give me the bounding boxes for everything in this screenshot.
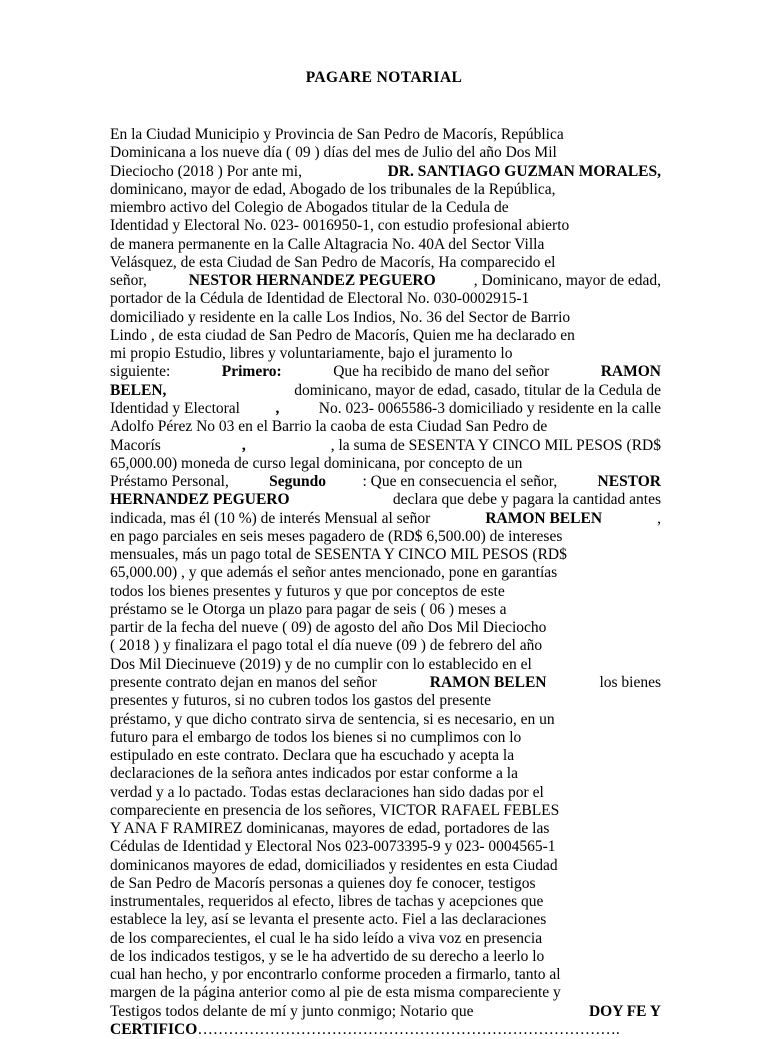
text-line (110, 290, 661, 308)
text-run: préstamo, y que dicho contrato sirva de sentencia, si es necesario, en un (110, 710, 555, 728)
text-line (110, 674, 661, 692)
text-line (110, 400, 661, 418)
text-line (110, 729, 661, 747)
text-line (110, 966, 661, 984)
text-run: Velásquez, de esta Ciudad de San Pedro de Macorís, Ha comparecido el (110, 253, 556, 271)
text-line (110, 491, 661, 509)
text-run: Adolfo Pérez No 03 en el Barrio la caoba de esta Ciudad San Pedro de (110, 418, 548, 436)
text-run: de manera permanente en la Calle Altagracia No. 40A del Sector Villa (110, 235, 545, 253)
text-line (110, 455, 661, 473)
document-body (110, 126, 661, 1039)
text-run: estipulado en este contrato. Declara que ha escuchado y acepta la (110, 747, 515, 765)
text-line (110, 637, 661, 655)
text-run: indicada, mas él (10 %) de interés Mensual al señor (110, 509, 435, 527)
bold-text-run: RAMON BELEN (429, 673, 547, 691)
text-run: Y ANA F RAMIREZ dominicanas, mayores de edad, portadores de las (110, 820, 550, 838)
text-run: portador de la Cédula de Identidad de Electoral No. 030-0002915-1 (110, 290, 530, 308)
text-line (110, 309, 661, 327)
text-line (110, 930, 661, 948)
document-title: PAGARE NOTARIAL (305, 69, 463, 86)
bold-text-run: HERNANDEZ PEGUERO (110, 491, 290, 509)
text-run: instrumentales, requeridos al efecto, libres de tachas y acepciones que (110, 893, 544, 911)
text-line (110, 711, 661, 729)
text-run: , Dominicano, mayor de edad, (473, 272, 661, 290)
text-run: Testigos todos delante de mí y junto conmigo; Notario que (110, 1002, 478, 1020)
text-line (110, 893, 661, 911)
text-run: señor, (110, 272, 151, 290)
bold-text-run: Segundo (269, 473, 327, 491)
text-run: presente contrato dejan en manos del señor (110, 673, 381, 691)
text-run: miembro activo del Colegio de Abogados titular de la Cedula de (110, 199, 509, 217)
text-line (110, 363, 661, 381)
text-run: presentes y futuros, si no cubren todos los gastos del presente (110, 692, 491, 710)
text-line (110, 199, 661, 217)
text-line (110, 583, 661, 601)
text-line (110, 473, 661, 491)
text-line (110, 437, 661, 455)
bold-text-run: NESTOR HERNANDEZ PEGUERO (188, 272, 436, 290)
text-run: de los indicados testigos, y se le ha advertido de su derecho a leerlo lo (110, 947, 545, 965)
text-run: compareciente en presencia de los señores, VICTOR RAFAEL FEBLES (110, 801, 560, 819)
text-run: Cédulas de Identidad y Electoral Nos 023-0073395-9 y 023- 0004565-1 (110, 838, 556, 856)
text-line (110, 345, 661, 363)
bold-text-run: , (241, 436, 246, 454)
text-run: Lindo , de esta ciudad de San Pedro de Macorís, Quien me ha declarado en (110, 326, 575, 344)
text-run: 65,000.00) moneda de curso legal dominicana, por concepto de un (110, 454, 523, 472)
bold-text-run: BELEN, (110, 381, 167, 399)
text-run: todos los bienes presentes y futuros y que por conceptos de este (110, 582, 505, 600)
text-run: de San Pedro de Macorís personas a quienes doy fe conocer, testigos (110, 874, 536, 892)
text-line (110, 546, 661, 564)
text-line (110, 802, 661, 820)
text-run: No. 023- 0065586-3 domiciliado y residente en la calle (314, 399, 661, 417)
text-run: Identidad y Electoral (110, 399, 240, 417)
bold-text-run: DR. SANTIAGO GUZMAN MORALES, (387, 162, 661, 180)
text-line (110, 1003, 661, 1021)
text-line (110, 838, 661, 856)
text-run: Macorís (110, 436, 161, 454)
bold-text-run: NESTOR (597, 473, 661, 491)
text-line (110, 692, 661, 710)
text-run: domiciliado y residente en la calle Los Indios, No. 36 del Sector de Barrio (110, 308, 571, 326)
text-run: cual han hecho, y por encontrarlo conforme proceden a firmarlo, tanto al (110, 966, 561, 984)
text-run: 65,000.00) , y que además el señor antes mencionado, pone en garantías (110, 564, 558, 582)
text-run: Que ha recibido de mano del señor (329, 363, 554, 381)
text-line (110, 126, 661, 144)
text-run: mi propio Estudio, libres y voluntariamente, bajo el juramento lo (110, 345, 513, 363)
text-line (110, 327, 661, 345)
text-run: establece la ley, así se levanta el presente acto. Fiel a las declaraciones (110, 911, 547, 929)
text-run: Dominicana a los nueve día ( 09 ) días del mes de Julio del año Dos Mil (110, 144, 557, 162)
text-run: préstamo se le Otorga un plazo para pagar de seis ( 06 ) meses a (110, 600, 507, 618)
text-line (110, 144, 661, 162)
text-line (110, 619, 661, 637)
text-run: en pago parciales en seis meses pagadero de (RD$ 6,500.00) de intereses (110, 527, 563, 545)
text-line (110, 601, 661, 619)
text-line (110, 747, 661, 765)
text-line (110, 984, 661, 1002)
bold-text-run: DOY FE Y (588, 1002, 661, 1020)
text-line (110, 382, 661, 400)
text-line (110, 784, 661, 802)
bold-text-run: , (275, 399, 280, 417)
text-line (110, 911, 661, 929)
text-line (110, 564, 661, 582)
text-run: siguiente: (110, 363, 175, 381)
text-run: Identidad y Electoral No. 023- 0016950-1, con estudio profesional abierto (110, 217, 570, 235)
text-line (110, 272, 661, 290)
text-line (110, 510, 661, 528)
text-run: : Que en consecuencia el señor, (362, 473, 562, 491)
text-run: , la suma de SESENTA Y CINCO MIL PESOS (RD$ (326, 436, 661, 454)
text-line (110, 656, 661, 674)
bold-text-run: RAMON BELEN (485, 509, 603, 527)
text-run: futuro para el embargo de todos los bienes si no cumplimos con lo (110, 728, 522, 746)
text-line (110, 236, 661, 254)
text-line (110, 528, 661, 546)
text-run: Préstamo Personal, (110, 473, 233, 491)
text-run: verdad y a lo pactado. Todas estas declaraciones han sido dadas por el (110, 783, 544, 801)
text-line (110, 418, 661, 436)
text-run: dominicanos mayores de edad, domiciliados y residentes en esta Ciudad (110, 856, 558, 874)
text-run: mensuales, más un pago total de SESENTA Y CINCO MIL PESOS (RD$ (110, 546, 567, 564)
text-line (110, 181, 661, 199)
text-run: los bienes (595, 673, 661, 691)
text-line (110, 857, 661, 875)
bold-text-run: Primero: (221, 363, 282, 381)
text-run: En la Ciudad Municipio y Provincia de San Pedro de Macorís, República (110, 126, 564, 143)
text-line (110, 163, 661, 181)
text-run: declaraciones de la señora antes indicados por estar conforme a la (110, 765, 518, 783)
bold-text-run: CERTIFICO (110, 1021, 198, 1039)
text-run: partir de la fecha del nueve ( 09) de agosto del año Dos Mil Dieciocho (110, 619, 547, 637)
text-line (110, 254, 661, 272)
text-line (110, 765, 661, 783)
text-run: de los comparecientes, el cual le ha sido leído a viva voz en presencia (110, 929, 543, 947)
text-line (110, 217, 661, 235)
text-run: dominicano, mayor de edad, Abogado de los tribunales de la República, (110, 180, 556, 198)
text-line (110, 948, 661, 966)
text-run: Dieciocho (2018 ) Por ante mi, (110, 162, 306, 180)
text-run: dominicano, mayor de edad, casado, titular de la Cedula de (290, 381, 661, 399)
text-run: margen de la página anterior como al pie de esta misma compareciente y (110, 984, 561, 1002)
text-run: ………………………………………………………………………. (197, 1021, 620, 1039)
text-line (110, 820, 661, 838)
text-run: ( 2018 ) y finalizara el pago total el día nueve (09 ) de febrero del año (110, 637, 543, 655)
text-run: Dos Mil Diecinueve (2019) y de no cumplir con lo establecido en el (110, 655, 532, 673)
text-line (110, 875, 661, 893)
text-run: declara que debe y pagara la cantidad antes (389, 491, 661, 509)
bold-text-run: RAMON (600, 363, 661, 381)
text-run: , (653, 509, 661, 527)
